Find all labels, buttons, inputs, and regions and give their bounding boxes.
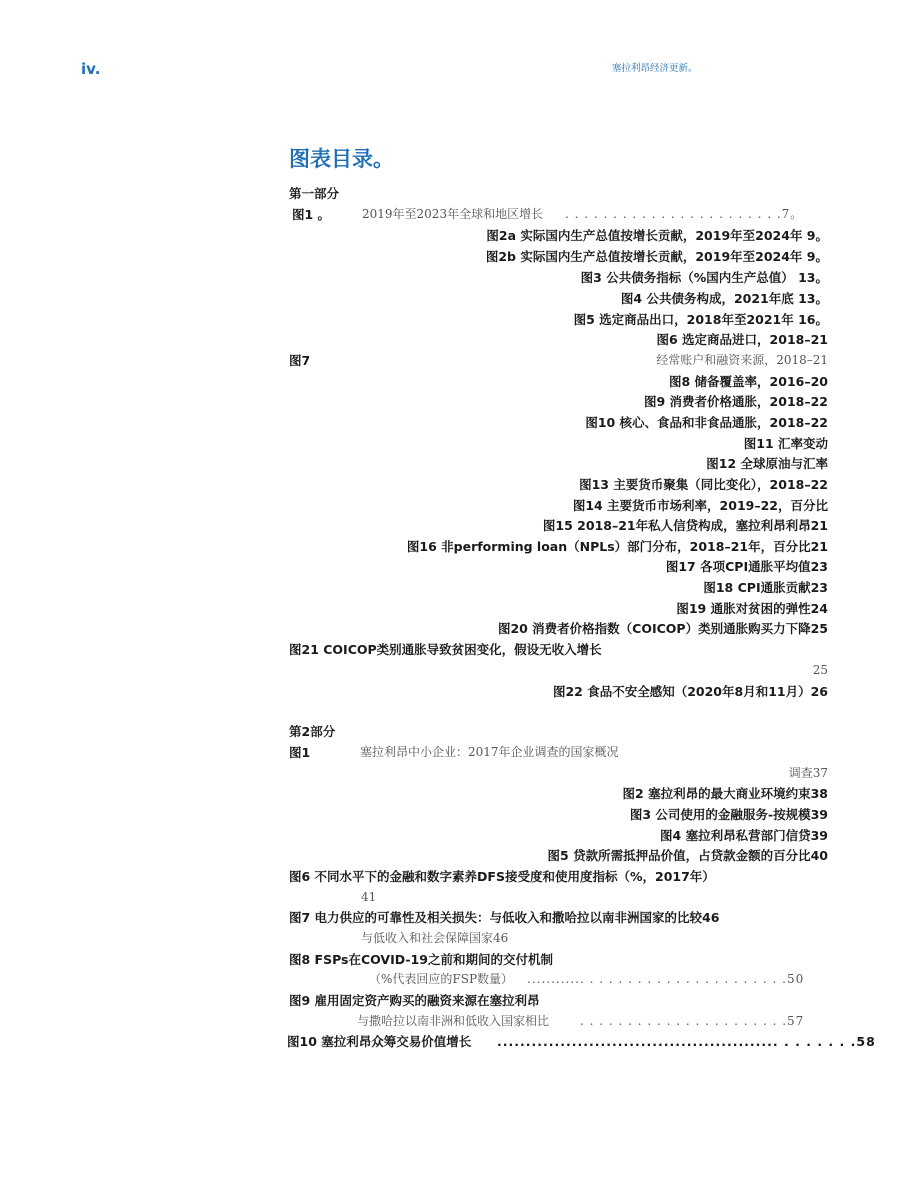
toc-entry-part1-fig2b[interactable]: 图2b 实际国内生产总值按增长贡献，2019年至2024年 9。 xyxy=(485,249,828,264)
toc-entry-part2-fig10[interactable]: 图10 塞拉利昂众筹交易价值增长 xyxy=(287,1034,472,1049)
toc-entry-part1-fig4[interactable]: 图4 公共债务构成，2021年底 13。 xyxy=(620,291,828,306)
toc-entry-part1-fig20[interactable]: 图20 消费者价格指数（COICOP）类别通胀购买力下降25 xyxy=(497,621,828,636)
toc-entry-part1-fig7-text[interactable]: 经常账户和融资来源，2018–21 xyxy=(656,353,828,367)
toc-entry-part2-fig4[interactable]: 图4 塞拉利昂私营部门信贷39 xyxy=(660,828,828,843)
toc-entry-part2-fig1-cont: 调查37 xyxy=(788,766,828,780)
toc-entry-part1-fig5[interactable]: 图5 选定商品出口，2018年至2021年 16。 xyxy=(573,312,828,327)
toc-entry-part1-fig6[interactable]: 图6 选定商品进口，2018–21 xyxy=(656,332,828,347)
toc-entry-part2-fig9[interactable]: 图9 雇用固定资产购买的融资来源在塞拉利昂 xyxy=(289,993,540,1008)
toc-entry-part1-fig1-text[interactable]: 2019年至2023年全球和地区增长 xyxy=(362,207,544,221)
toc-entry-part1-fig7-label[interactable]: 图7 xyxy=(289,353,311,368)
toc-entry-part2-fig1-text[interactable]: 塞拉利昂中小企业：2017年企业调查的国家概况 xyxy=(360,745,619,759)
toc-leader-part1-fig1: . . . . . . . . . . . . . . . . . . . . . . .7。 xyxy=(565,207,804,221)
toc-entry-part2-fig7-cont: 与低收入和社会保障国家46 xyxy=(361,931,509,945)
toc-entry-part1-fig3[interactable]: 图3 公共债务指标（%国内生产总值） 13。 xyxy=(580,270,828,285)
toc-entry-part2-fig8[interactable]: 图8 FSPs在COVID-19之前和期间的交付机制 xyxy=(289,952,553,967)
toc-entry-part1-fig1-label[interactable]: 图1 。 xyxy=(292,207,331,222)
toc-entry-part1-fig9[interactable]: 图9 消费者价格通胀，2018–22 xyxy=(644,394,828,409)
toc-entry-part2-fig5[interactable]: 图5 贷款所需抵押品价值，占贷款金额的百分比40 xyxy=(547,848,828,863)
toc-entry-part2-fig8-cont: （%代表回应的FSP数量） xyxy=(369,972,514,986)
toc-entry-part1-fig10[interactable]: 图10 核心、食品和非食品通胀，2018–22 xyxy=(585,415,828,430)
toc-entry-part1-fig17[interactable]: 图17 各项CPI通胀平均值23 xyxy=(665,559,828,574)
toc-entry-part1-fig14[interactable]: 图14 主要货币市场利率，2019–22，百分比 xyxy=(572,498,828,513)
toc-entry-part2-fig6[interactable]: 图6 不同水平下的金融和数字素养DFS接受度和使用度指标（%，2017年） xyxy=(289,869,715,884)
toc-entry-part1-fig8[interactable]: 图8 储备覆盖率，2016–20 xyxy=(669,374,828,389)
toc-page-part1-fig21: 25 xyxy=(812,663,828,677)
toc-entry-part1-fig12[interactable]: 图12 全球原油与汇率 xyxy=(706,456,828,471)
toc-leader-part2-fig9: . . . . . . . . . . . . . . . . . . . . . .57 xyxy=(580,1014,805,1028)
page-number: iv. xyxy=(81,60,101,78)
running-header: 塞拉利昂经济更新。 xyxy=(612,63,698,74)
toc-entry-part1-fig2a[interactable]: 图2a 实际国内生产总值按增长贡献，2019年至2024年 9。 xyxy=(486,228,828,243)
toc-entry-part2-fig7[interactable]: 图7 电力供应的可靠性及相关损失：与低收入和撒哈拉以南非洲国家的比较46 xyxy=(289,910,720,925)
toc-entry-part1-fig11[interactable]: 图11 汇率变动 xyxy=(743,436,828,451)
toc-entry-part1-fig18[interactable]: 图18 CPI通胀贡献23 xyxy=(703,580,828,595)
toc-page-part2-fig6: 41 xyxy=(361,890,377,904)
toc-entry-part2-fig2[interactable]: 图2 塞拉利昂的最大商业环境约束38 xyxy=(622,786,828,801)
toc-entry-part1-fig19[interactable]: 图19 通胀对贫困的弹性24 xyxy=(676,601,828,616)
toc-entry-part1-fig13[interactable]: 图13 主要货币聚集（同比变化），2018–22 xyxy=(579,477,828,492)
toc-entry-part1-fig22[interactable]: 图22 食品不安全感知（2020年8月和11月）26 xyxy=(552,684,828,699)
toc-entry-part2-fig9-cont: 与撒哈拉以南非洲和低收入国家相比 xyxy=(357,1014,550,1028)
part1-heading: 第一部分 xyxy=(289,186,340,201)
toc-entry-part1-fig21[interactable]: 图21 COICOP类别通胀导致贫困变化，假设无收入增长 xyxy=(289,642,602,657)
toc-leader-part2-fig8: ............ . . . . . . . . . . . . . . . . . . . . .50 xyxy=(527,972,805,986)
toc-leader-part2-fig10: ................................................. . . . . . . .58 xyxy=(497,1034,876,1049)
toc-entry-part1-fig16[interactable]: 图16 非performing loan（NPLs）部门分布，2018–21年，百分比21 xyxy=(406,539,828,554)
toc-entry-part1-fig15[interactable]: 图15 2018–21年私人信贷构成，塞拉利昂利昂21 xyxy=(542,518,828,533)
toc-entry-part2-fig1-label[interactable]: 图1 xyxy=(289,745,311,760)
toc-entry-part2-fig3[interactable]: 图3 公司使用的金融服务-按规模39 xyxy=(629,807,828,822)
part2-heading: 第2部分 xyxy=(289,724,336,739)
toc-title: 图表目录。 xyxy=(289,147,394,171)
